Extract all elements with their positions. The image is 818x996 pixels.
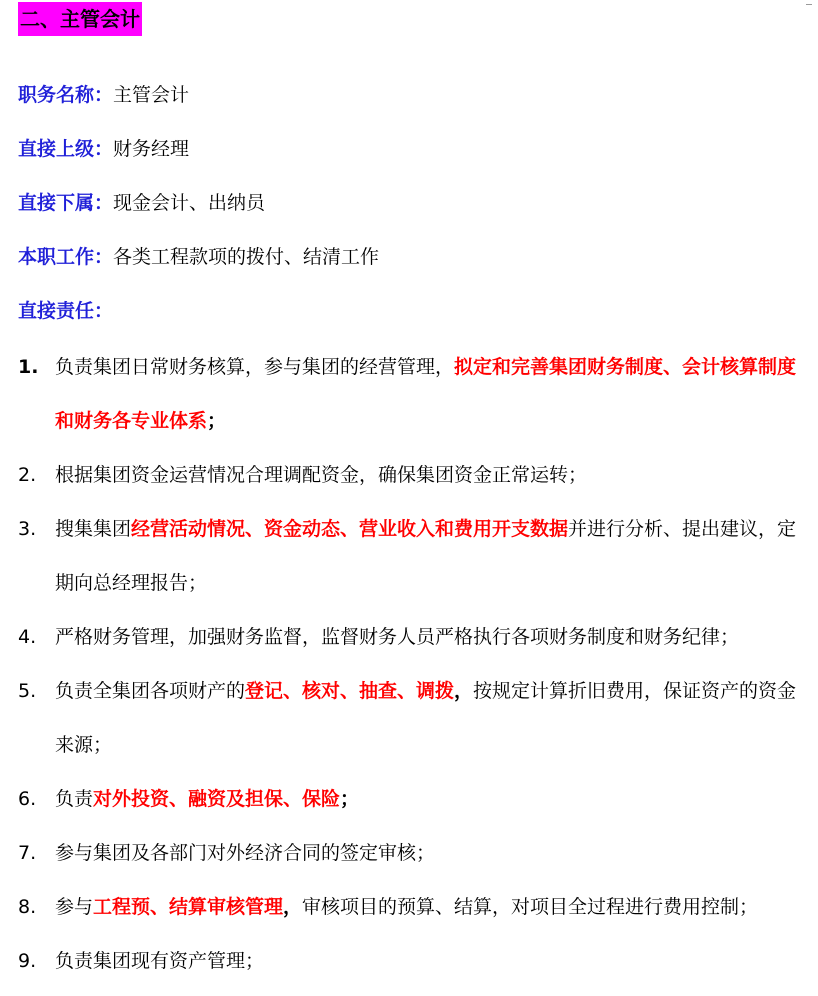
item-text: 参与集团及各部门对外经济合同的签定审核； xyxy=(55,842,436,864)
field-main-duty xyxy=(18,243,379,271)
list-item xyxy=(18,880,810,934)
item-text: ； xyxy=(207,410,227,432)
item-highlight: 拟定和完善集团财务制度、会计核算制度和财务各专业体系 xyxy=(55,356,797,432)
item-highlight: 登记、核对、抽查、调拨 xyxy=(245,680,455,702)
item-number: 3. xyxy=(18,518,37,540)
item-text: 搜集集团 xyxy=(55,518,132,540)
field-value: 现金会计、出纳员 xyxy=(113,192,266,214)
item-number: 2. xyxy=(18,464,37,486)
item-number: 4. xyxy=(18,626,37,648)
field-value: 财务经理 xyxy=(113,138,190,160)
list-item xyxy=(18,502,810,610)
item-number: 7. xyxy=(18,842,37,864)
item-text: ； xyxy=(340,788,360,810)
item-highlight: 工程预、结算审核管理 xyxy=(93,896,284,918)
field-label: 本职工作： xyxy=(18,246,114,268)
item-text: 按规定计算折旧费用，保证资产的资金来源； xyxy=(55,680,797,756)
item-text: 审核项目的预算、结算，对项目全过程进行费用控制； xyxy=(302,896,759,918)
field-label: 职务名称： xyxy=(18,84,114,106)
item-text: 并进行分析、提出建议，定期向总经理报告； xyxy=(55,518,797,594)
item-text: 负责集团日常财务核算，参与集团的经营管理， xyxy=(55,356,455,378)
section-heading: 二、主管会计 xyxy=(18,2,142,36)
field-direct-superior xyxy=(18,135,189,163)
list-item xyxy=(18,448,810,502)
item-text: 负责集团现有资产管理； xyxy=(55,950,265,972)
field-direct-subordinates xyxy=(18,189,265,217)
field-value: 各类工程款项的拨付、结清工作 xyxy=(113,246,380,268)
field-job-title xyxy=(18,81,189,109)
item-highlight: 对外投资、融资及担保、保险 xyxy=(93,788,341,810)
item-text: 参与 xyxy=(55,896,94,918)
responsibility-list xyxy=(18,340,810,988)
list-item xyxy=(18,772,810,826)
field-label: 直接下属： xyxy=(18,192,114,214)
list-item xyxy=(18,826,810,880)
item-text: 负责全集团各项财产的 xyxy=(55,680,246,702)
field-label: 直接责任： xyxy=(18,300,114,322)
field-direct-responsibility xyxy=(18,297,113,325)
item-text: 根据集团资金运营情况合理调配资金，确保集团资金正常运转； xyxy=(55,464,588,486)
item-text: 严格财务管理，加强财务监督，监督财务人员严格执行各项财务制度和财务纪律； xyxy=(55,626,740,648)
item-number: 5. xyxy=(18,680,37,702)
list-item xyxy=(18,610,810,664)
item-text: ， xyxy=(454,680,474,702)
item-number: 9. xyxy=(18,950,37,972)
list-item xyxy=(18,934,810,988)
field-value: 主管会计 xyxy=(113,84,190,106)
item-number: 8. xyxy=(18,896,37,918)
item-text: ， xyxy=(283,896,303,918)
list-item xyxy=(18,664,810,772)
list-item xyxy=(18,340,810,448)
page-edge-mark xyxy=(806,4,812,5)
item-number: 1. xyxy=(18,356,39,378)
field-label: 直接上级： xyxy=(18,138,114,160)
item-number: 6. xyxy=(18,788,37,810)
item-text: 负责 xyxy=(55,788,94,810)
item-highlight: 经营活动情况、资金动态、营业收入和费用开支数据 xyxy=(131,518,569,540)
